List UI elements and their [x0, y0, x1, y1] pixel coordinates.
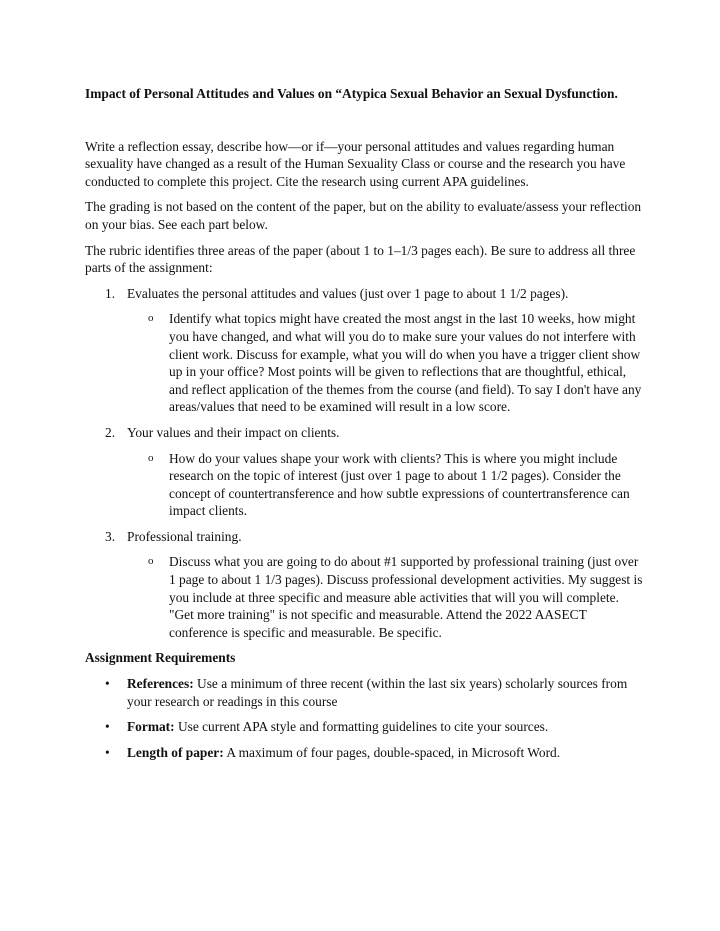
circle-bullet-icon: o: [148, 451, 154, 464]
bullet-icon: •: [105, 719, 110, 735]
sub-item-text: How do your values shape your work with clients? This is where you might include research on the topic of interest (just over 1 page to about 1 1/2 pages). Consider the concept of countertransference and how subtle expressions of countertransference can impact clients.: [169, 450, 630, 519]
sub-item-3: [85, 553, 645, 641]
requirements-heading: Assignment Requirements: [85, 650, 236, 666]
item-heading: Evaluates the personal attitudes and values (just over 1 page to about 1 1/2 pages).: [127, 285, 569, 301]
sub-item-text: Identify what topics might have created the most angst in the last 10 weeks, how might you have changed, and what will you do to make sure your values do not interfere with client work. Discuss for example, what you will do when you have a trigger client show up in your office? Most points will be given to reflections that are thoughtful, ethical, and reflect application of the themes from the course (and field). To say I don't have any areas/values that need to be examined will result in a low score.: [169, 311, 642, 415]
circle-bullet-icon: o: [148, 312, 154, 325]
sub-item-2: [85, 450, 645, 520]
item-number: 2.: [105, 424, 116, 440]
requirement-label: References:: [127, 676, 194, 692]
requirement-text: Use current APA style and formatting guidelines to cite your sources.: [174, 719, 549, 735]
item-number: 3.: [105, 528, 116, 544]
rubric-paragraph: The rubric identifies three areas of the paper (about 1 to 1–1/3 pages each). Be sure to address all three parts of the assignment:: [85, 242, 636, 276]
item-number: 1.: [105, 285, 116, 301]
requirement-item-length: [85, 744, 645, 762]
numbered-item-2: [85, 424, 645, 442]
numbered-item-3: [85, 528, 645, 546]
document-title: Impact of Personal Attitudes and Values on “Atypica Sexual Behavior an Sexual Dysfunction.: [85, 86, 618, 101]
requirement-text: A maximum of four pages, double-spaced, in Microsoft Word.: [223, 744, 561, 760]
document-page: [85, 85, 645, 761]
bullet-icon: •: [105, 744, 110, 760]
requirement-text: Use a minimum of three recent (within the last six years) scholarly sources from your research or readings in this course: [127, 676, 628, 709]
requirement-label: Format:: [127, 719, 175, 735]
requirement-label: Length of paper:: [127, 744, 224, 760]
requirement-item-references: [85, 675, 645, 710]
requirement-item-format: [85, 718, 645, 736]
numbered-item-1: [85, 285, 645, 303]
sub-item-text: Discuss what you are going to do about #1 supported by professional training (just over 1 page to about 1 1/3 pages). Discuss professional development activities. My suggest is you include at three specific and measure able activities that will you will complete. "Get more training" is not specific and measurable. Attend the 2022 AASECT conference is specific and measurable. Be specific.: [169, 554, 643, 640]
sub-item-1: [85, 310, 645, 416]
bullet-icon: •: [105, 676, 110, 692]
item-heading: Professional training.: [127, 528, 242, 544]
circle-bullet-icon: o: [148, 555, 154, 568]
grading-paragraph: The grading is not based on the content of the paper, but on the ability to evaluate/assess your reflection on your bias. See each part below.: [85, 199, 642, 232]
intro-paragraph: Write a reflection essay, describe how—or if—your personal attitudes and values regarding human sexuality have changed as a result of the Human Sexuality Class or course and the research you have conducted to complete this project. Cite the research using current APA guidelines.: [85, 138, 626, 189]
item-heading: Your values and their impact on clients.: [127, 424, 340, 440]
